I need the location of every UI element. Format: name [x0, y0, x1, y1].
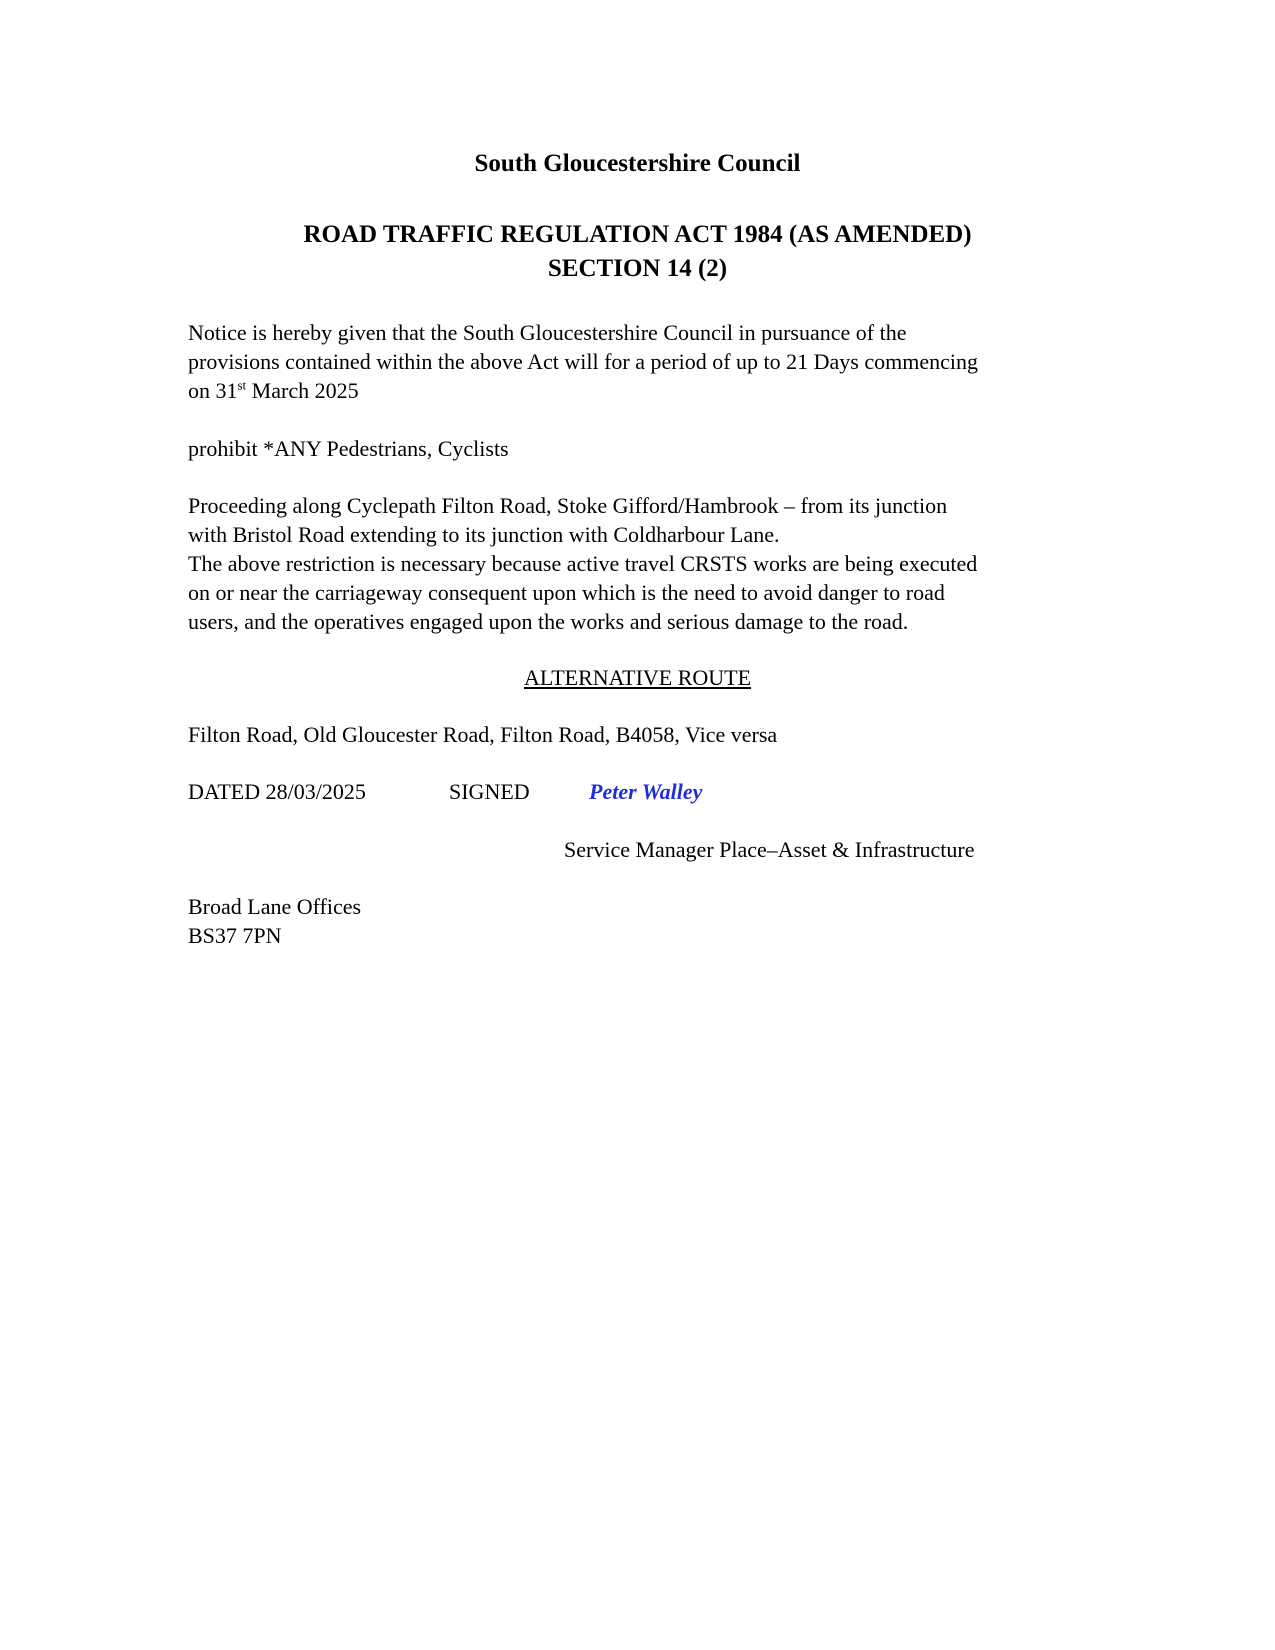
organisation-title: South Gloucestershire Council [474, 150, 801, 177]
notice-line-3-prefix: on 31 [188, 378, 238, 403]
act-title [0, 218, 1275, 286]
signed-label: SIGNED [449, 779, 530, 804]
signature-row [188, 777, 703, 806]
restriction-line-1: Proceeding along Cyclepath Filton Road, Stoke Gifford/Hambrook – from its junction [188, 493, 948, 518]
notice-line-2: provisions contained within the above Act will for a period of up to 21 Days commencing [188, 349, 979, 374]
restriction-line-2: with Bristol Road extending to its junction with Coldharbour Lane. [188, 522, 780, 547]
alternative-route-text: Filton Road, Old Gloucester Road, Filton Road, B4058, Vice versa [188, 722, 778, 747]
notice-line-1: Notice is hereby given that the South Gloucestershire Council in pursuance of the [188, 320, 907, 345]
signatory-name: Peter Walley [589, 779, 703, 804]
prohibit-statement: prohibit *ANY Pedestrians, Cyclists [188, 436, 509, 461]
notice-line-3-suffix: March 2025 [246, 378, 359, 403]
act-title-line-2: SECTION 14 (2) [547, 255, 728, 282]
restriction-line-5: users, and the operatives engaged upon the works and serious damage to the road. [188, 609, 909, 634]
restriction-paragraph [188, 491, 1098, 636]
notice-line-3 [188, 376, 1098, 405]
dated-text: DATED 28/03/2025 [188, 779, 366, 804]
alternative-route-heading [0, 663, 1275, 692]
signatory-role: Service Manager Place–Asset & Infrastructure [564, 837, 975, 862]
restriction-line-3: The above restriction is necessary because active travel CRSTS works are being executed [188, 551, 978, 576]
restriction-line-4: on or near the carriageway consequent upon which is the need to avoid danger to road [188, 580, 945, 605]
act-title-line-1: ROAD TRAFFIC REGULATION ACT 1984 (AS AMENDED) [303, 221, 972, 248]
notice-paragraph [188, 318, 1098, 405]
address-line-1: Broad Lane Offices [188, 894, 362, 919]
notice-ordinal-suffix: st [237, 377, 247, 393]
alternative-route-heading-text: ALTERNATIVE ROUTE [523, 665, 752, 690]
address-line-2: BS37 7PN [188, 923, 282, 948]
office-address [188, 892, 361, 950]
